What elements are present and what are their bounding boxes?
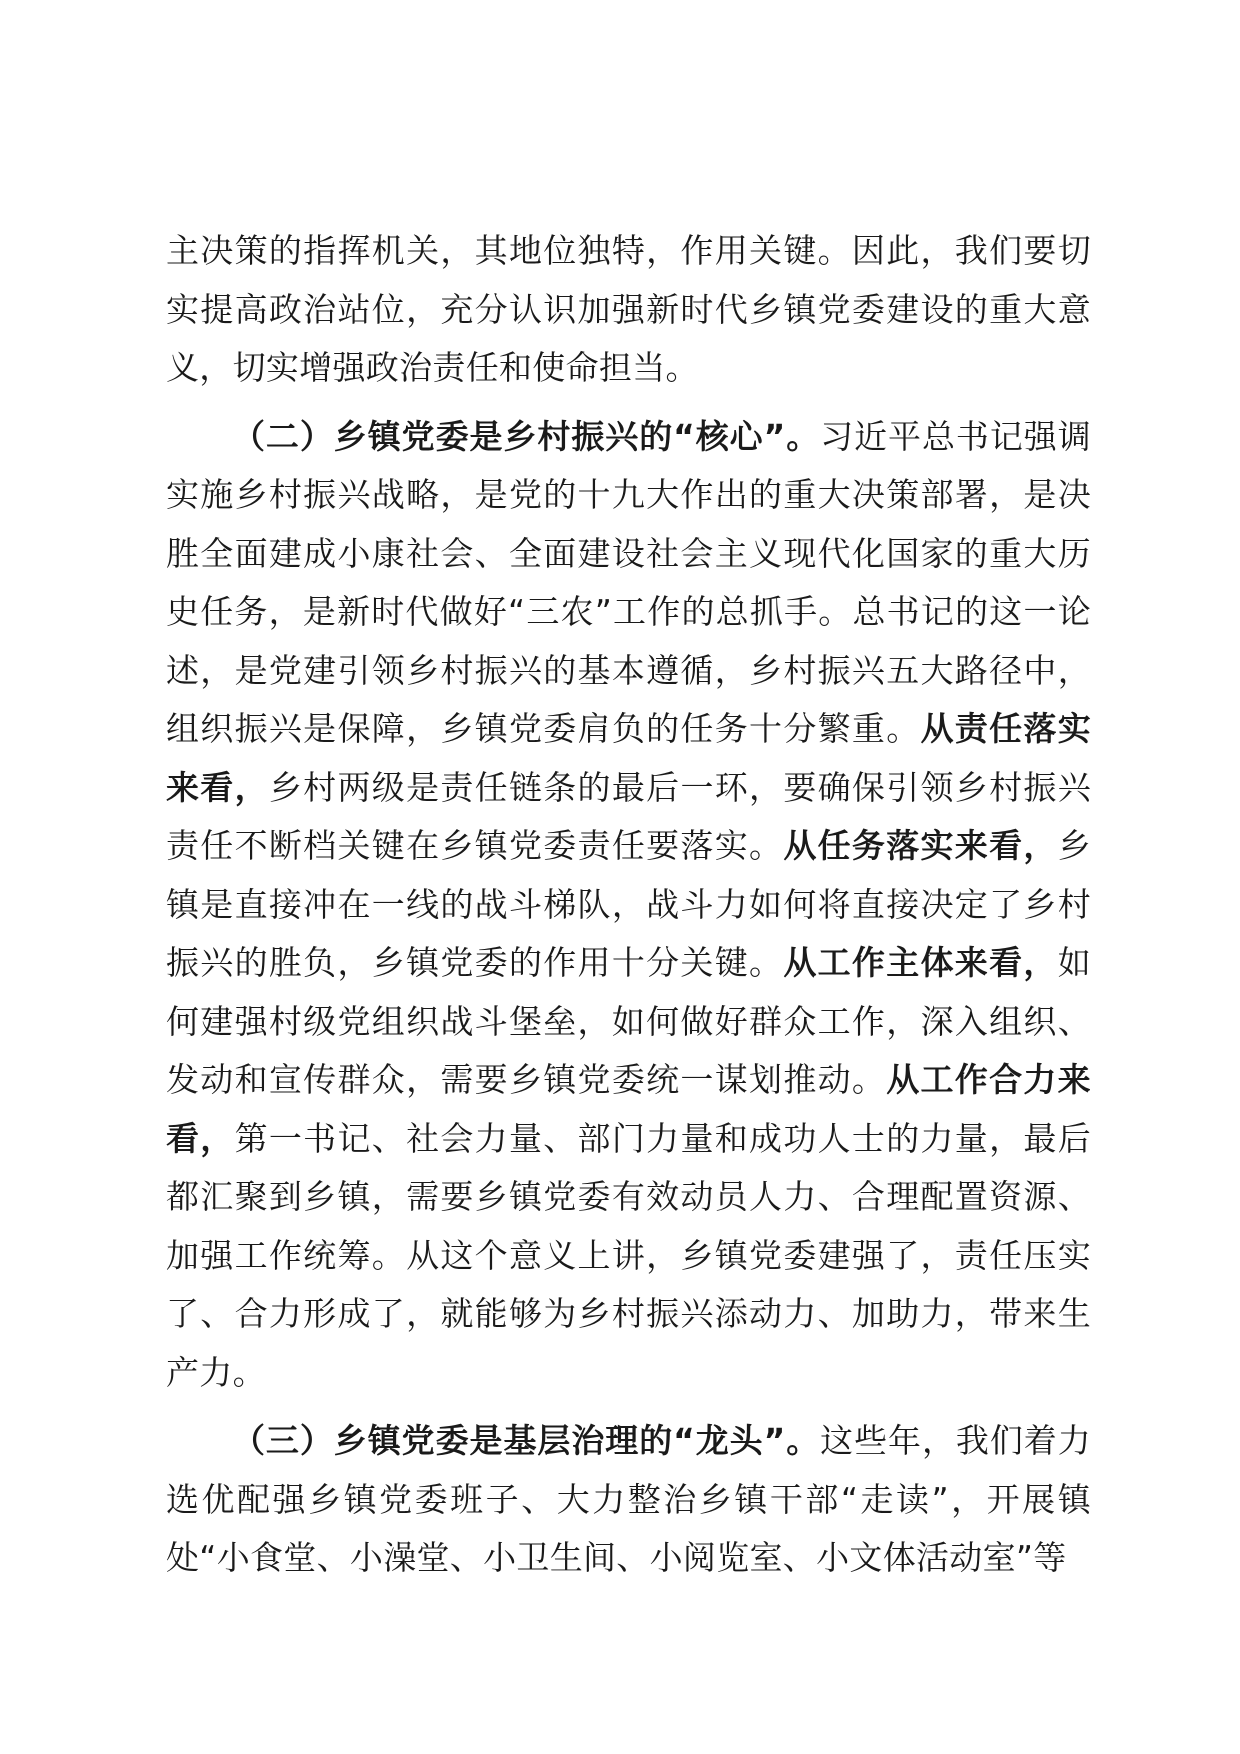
subhead-synergy: 从工作合力来看，	[166, 1060, 1091, 1158]
paragraph-2-synergy: 第一书记、社会力量、部门力量和成功人士的力量，最后都汇聚到乡镇，需要乡镇党委有效动员人力、合理配置资源、加强工作统筹。从这个意义上讲，乡镇党委建强了，责任压实了、合力形成了，就能够为乡村振兴添动力、加助力，带来生产力。	[166, 1118, 1091, 1392]
subhead-responsibility: 从责任落实来看，	[166, 709, 1091, 807]
paragraph-2	[166, 408, 1091, 1403]
paragraph-2-intro: 习近平总书记强调实施乡村振兴战略，是党的十九大作出的重大决策部署，是决胜全面建成小康社会、全面建设社会主义现代化国家的重大历史任务，是新时代做好“三农”工作的总抓手。总书记的这一论述，是党建引领乡村振兴的基本遵循，乡村振兴五大路径中，组织振兴是保障，乡镇党委肩负的任务十分繁重。	[166, 416, 1091, 748]
subhead-task: 从任务落实来看，	[783, 826, 1058, 865]
subhead-subject: 从工作主体来看，	[783, 943, 1058, 982]
section-heading-2: （二）乡镇党委是乡村振兴的“核心”。	[232, 416, 821, 456]
paragraph-2-responsibility: 乡村两级是责任链条的最后一环，要确保引领乡村振兴责任不断档关键在乡镇党委责任要落实。	[166, 767, 1091, 865]
paragraph-1	[166, 222, 1091, 398]
paragraph-2-task: 乡镇是直接冲在一线的战斗梯队，战斗力如何将直接决定了乡村振兴的胜负，乡镇党委的作用十分关键。	[166, 826, 1092, 982]
section-heading-3: （三）乡镇党委是基层治理的“龙头”。	[232, 1421, 821, 1460]
paragraph-2-subject: 如何建强村级党组织战斗堡垒，如何做好群众工作，深入组织、发动和宣传群众，需要乡镇党委统一谋划推动。	[166, 943, 1092, 1099]
paragraph-1-text: 主决策的指挥机关，其地位独特，作用关键。因此，我们要切实提高政治站位，充分认识加强新时代乡镇党委建设的重大意义，切实增强政治责任和使命担当。	[166, 231, 1091, 387]
paragraph-3-text: 这些年，我们着力选优配强乡镇党委班子、大力整治乡镇干部“走读”，开展镇处“小食堂、小澡堂、小卫生间、小阅览室、小文体活动室”等	[166, 1421, 1091, 1577]
paragraph-3	[166, 1412, 1091, 1588]
document-body	[166, 222, 1091, 1588]
